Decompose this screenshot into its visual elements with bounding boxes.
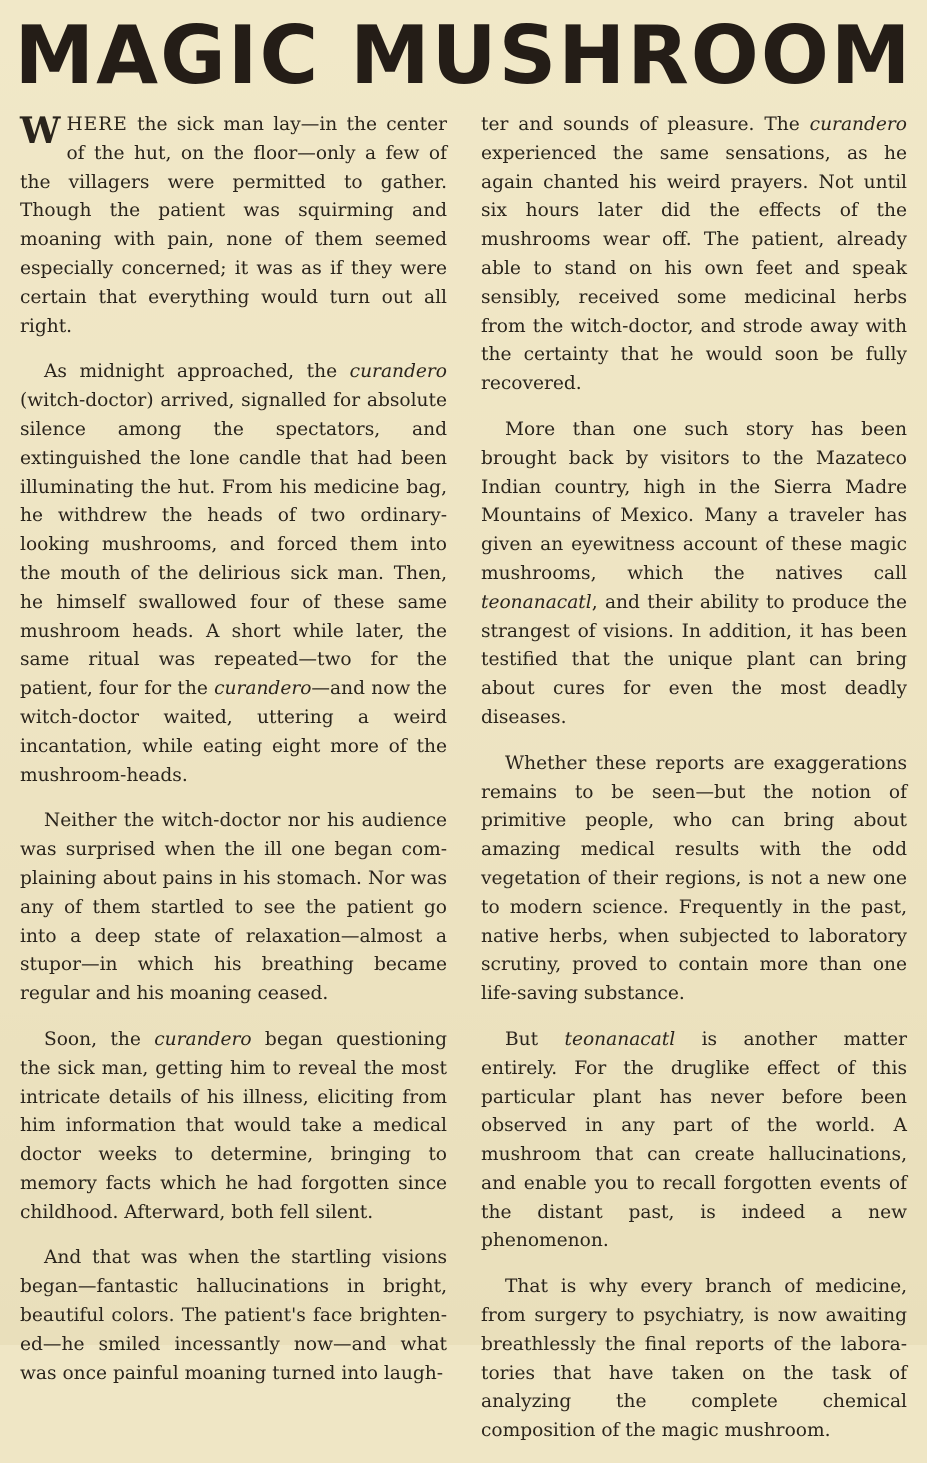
paragraph-text: But: [505, 1028, 565, 1050]
paragraph-text: More than one such story has been brought back by visitors to the Mazateco Indian country, high in the Sierra Madre Mountains of Mexico. Many a traveler has given an eyewitness account of these magic mushrooms, which the natives call: [481, 418, 907, 584]
italic-term: teonanacatl: [564, 1028, 676, 1050]
italic-term: curandero: [214, 678, 312, 700]
page-title: MAGIC MUSHROOM: [14, 9, 913, 102]
paragraph-3: Neither the witch-doctor nor his audience was surprised when the ill one began complaining about pains in his stomach. Nor was any of them startled to see the patient go into a deep state of relaxation—almost a stupor—in which his breathing became regular and his moaning ceased.: [20, 810, 447, 1005]
lead-word: HERE: [66, 114, 128, 135]
paragraph-text: ter and sounds of pleasure. The: [481, 114, 810, 135]
paragraph-text: Soon, the: [44, 1028, 155, 1050]
italic-term: curandero: [809, 114, 907, 135]
paragraph-1: [20, 111, 447, 341]
paragraph-text: As midnight approached, the: [44, 361, 350, 383]
italic-term: curandero: [349, 361, 447, 383]
paragraph-5: And that was when the startling visions began—fantastic hallucinations in bright, beautiful colors. The patient's face brightened—he smiled incessantly now—and what was once painful moaning turned into laugh-: [20, 1247, 447, 1384]
paragraph-text: —and now the witch-doctor waited, uttering a weird incantation, while eating eight more of the mushroom-heads.: [20, 678, 447, 786]
paragraph-text: is another matter entirely. For the druglike effect of this particular plant has never before been observed in any part of the world. A mushroom that can create hallucinations, and enable you to recall forgotten events of the distant past, is indeed a new phenomenon.: [481, 1028, 907, 1252]
drop-cap: W: [20, 110, 61, 152]
paragraph-7: [481, 416, 907, 733]
paragraph-text: , and their ability to produce the strangest of visions. In addition, it has been testified that the unique plant can bring about cures for even the most deadly diseases.: [481, 591, 907, 728]
paragraph-6: [481, 111, 907, 399]
paragraph-text: the sick man lay—in the center of the hut, on the floor—only a few of the villagers were permitted to gather. Though the patient was squirming and moaning with pain, none of them seemed especially concerned; it was as if they were certain that everything would turn out all right.: [20, 114, 447, 337]
paragraph-text: experienced the same sensations, as he again chanted his weird prayers. Not until six hours later did the effects of the mushrooms wear off. The patient, already able to stand on his own feet and speak sensibly, received some medicinal herbs from the witch-doctor, and strode away with the certainty that he would soon be fully recovered.: [481, 142, 907, 395]
paragraph-10: That is why every branch of medicine, from surgery to psychiatry, is now awaiting breathlessly the final reports of the laboratories that have taken on the task of analyzing the complete chemical composition of the magic mushroom.: [481, 1276, 907, 1442]
paragraph-text: began questioning the sick man, getting him to reveal the most intricate details of his illness, eliciting from him information that would take a medical doctor weeks to determine, bringing to memory facts which he had forgotten since childhood. Afterward, both fell silent.: [20, 1028, 447, 1223]
italic-term: teonanacatl: [481, 591, 592, 613]
italic-term: curandero: [154, 1028, 252, 1050]
right-column: [481, 111, 907, 1463]
paragraph-text: (witch-doctor) arrived, signalled for absolute silence among the spectators, and extinguished the lone candle that had been illuminating the hut. From his medicine bag, he withdrew the heads of two ordinary-looking mushrooms, and forced them into the mouth of the delirious sick man. Then, he himself swallowed four of these same mushroom heads. A short while later, the same ritual was repeated—two for the patient, four for the: [20, 390, 447, 700]
paragraph-4: [20, 1026, 447, 1228]
left-column: [20, 111, 447, 1405]
paragraph-2: [20, 358, 447, 790]
paragraph-9: [481, 1026, 907, 1256]
paragraph-8: Whether these reports are exaggerations remains to be seen—but the notion of primitive people, who can bring about amazing medical results with the odd vegetation of their regions, is not a new one to modern science. Frequently in the past, native herbs, when subjected to laboratory scrutiny, proved to contain more than one life-saving substance.: [481, 752, 907, 1005]
